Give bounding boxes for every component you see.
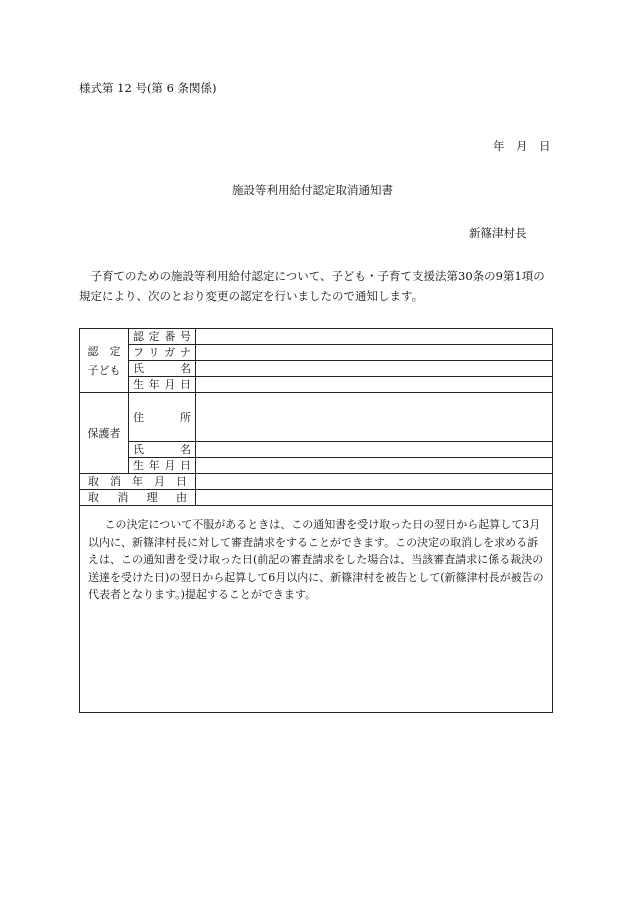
certification-number-label: 認定番号	[129, 329, 196, 345]
table-row	[80, 377, 553, 393]
furigana-label: フリガナ	[129, 345, 196, 361]
child-birthdate-label: 生年月日	[129, 377, 196, 393]
table-row	[80, 474, 553, 490]
child-birthdate-field[interactable]	[196, 377, 553, 393]
child-group-label-line1: 認 定	[87, 344, 121, 358]
cancel-date-label: 取消年月日	[80, 474, 196, 490]
table-row	[80, 442, 553, 458]
guardian-birthdate-label: 生年月日	[129, 458, 196, 474]
guardian-group-label: 保護者	[80, 393, 129, 474]
document-title: 施設等利用給付認定取消通知書	[232, 183, 393, 197]
certification-table	[79, 328, 553, 713]
cancel-reason-field[interactable]	[196, 490, 553, 506]
guardian-address-label: 住 所	[129, 393, 196, 442]
table-row	[80, 361, 553, 377]
guardian-name-field[interactable]	[196, 442, 553, 458]
intro-paragraph: 子育てのための施設等利用給付認定について、子ども・子育て支援法第30条の9第1項の規定により、次のとおり変更の認定を行いましたので通知します。	[79, 269, 545, 303]
child-group-label-line2: 子ども	[87, 363, 121, 377]
table-row	[80, 506, 553, 713]
guardian-address-field[interactable]	[196, 393, 553, 442]
table-row	[80, 490, 553, 506]
issue-date-line: 年 月 日	[493, 139, 551, 153]
guardian-name-label: 氏 名	[129, 442, 196, 458]
table-row	[80, 345, 553, 361]
child-group-label	[80, 329, 129, 393]
child-name-field[interactable]	[196, 361, 553, 377]
child-name-label: 氏 名	[129, 361, 196, 377]
cancel-reason-label: 取消理由	[80, 490, 196, 506]
table-row	[80, 393, 553, 442]
cancel-date-field[interactable]	[196, 474, 553, 490]
form-number: 様式第 12 号(第 6 条関係)	[79, 81, 217, 95]
issuer-name: 新篠津村長	[469, 226, 527, 240]
guardian-birthdate-field[interactable]	[196, 458, 553, 474]
furigana-field[interactable]	[196, 345, 553, 361]
table-row	[80, 458, 553, 474]
appeal-notice: この決定について不服があるときは、この通知書を受け取った日の翌日から起算して3月以内に、新篠津村長に対して審査請求をすることができます。この決定の取消しを求める訴えは、この通知書を受け取った日(前記の審査請求をした場合は、当該審査請求に係る裁決の送達を受けた日)の翌日から起算して6月以内に、新篠津村を被告として(新篠津村長が被告の代表者となります。)提起することができます。	[80, 506, 553, 713]
table-row	[80, 329, 553, 345]
certification-number-field[interactable]	[196, 329, 553, 345]
